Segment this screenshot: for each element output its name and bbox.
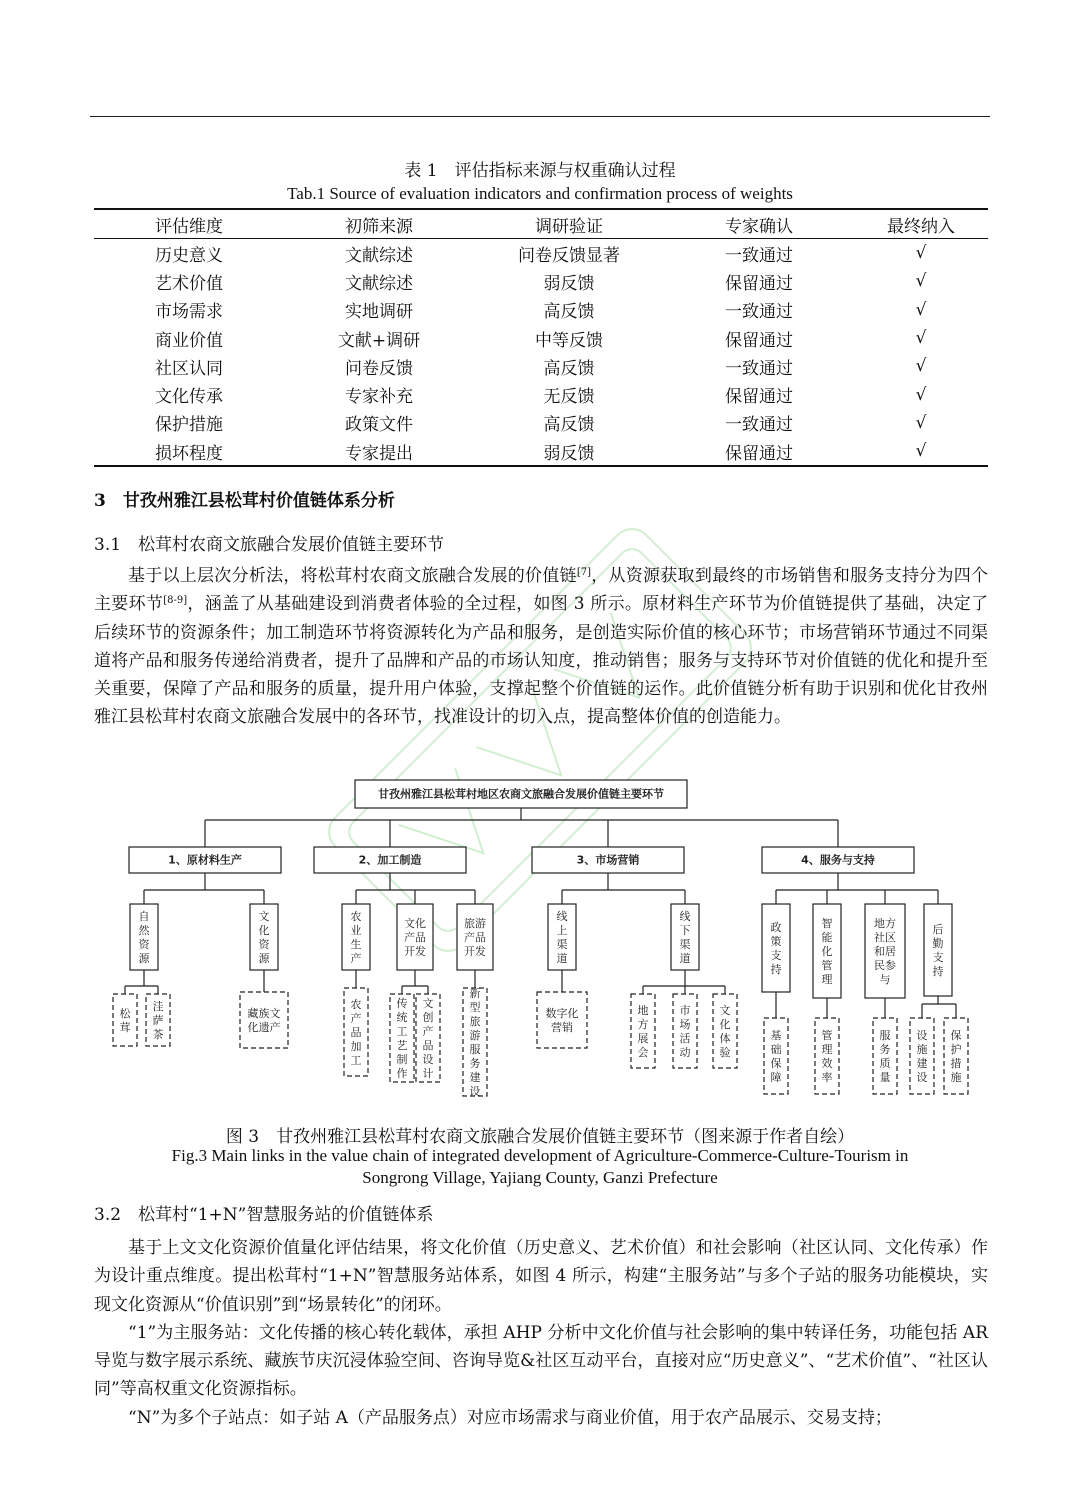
table-header-cell: 评估维度	[94, 209, 284, 239]
diagram-level3-label: 农产品加工	[350, 997, 362, 1067]
citation: [7]	[576, 567, 591, 578]
table-header-cell: 初筛来源	[284, 209, 474, 239]
table-cell: √	[915, 384, 927, 405]
table-cell: 文献+调研	[337, 330, 421, 351]
table-cell: √	[915, 412, 927, 433]
table-cell: 保留通过	[725, 387, 793, 408]
diagram-level3-label: 服务质量	[879, 1028, 891, 1084]
table-cell: 艺术价值	[155, 273, 223, 294]
text-span: ，从资源获取到最终的市场销售和服务支持分为四个主要环节	[94, 566, 989, 615]
table-cell: 一致通过	[725, 245, 793, 266]
table-cell: 社区认同	[155, 358, 223, 379]
table-title-zh: 表 1 评估指标来源与权重确认过程	[404, 161, 676, 181]
table-row	[94, 267, 988, 295]
table-cell: 实地调研	[345, 302, 413, 323]
table-header-row	[94, 209, 988, 239]
diagram-level2-label: 线下渠道	[679, 909, 691, 965]
paragraph-text: 基于上文文化资源价值量化评估结果，将文化价值（历史意义、艺术价值）和社会影响（社区认同、文化传承）作为设计重点维度。提出松茸村“1+N”智慧服务站体系，如图 4 所示，构建“主服务站”与多个子站的服务功能模块，实现文化资源从“价值识别”到“场景转化”的闭环。	[94, 1238, 988, 1315]
table-cell: 一致通过	[725, 358, 793, 379]
diagram-level3-label: 保护措施	[950, 1028, 962, 1084]
subsection-heading: 3.2 松茸村“1+N”智慧服务站的价值链体系	[94, 1205, 434, 1225]
diagram-level1-label: 2、加工制造	[358, 853, 422, 867]
table-cell: 文献综述	[345, 245, 413, 266]
table-cell: 保留通过	[725, 330, 793, 351]
paragraph-text: “N”为多个子站点：如子站 A（产品服务点）对应市场需求与商业价值，用于农产品展示、交易支持；	[128, 1407, 892, 1428]
table-cell: √	[915, 299, 927, 320]
table-cell: 高反馈	[543, 358, 595, 379]
value-chain-diagram	[100, 772, 980, 1108]
diagram-level2-label: 智能化管理	[821, 916, 833, 986]
table-cell: 商业价值	[155, 330, 223, 351]
table-cell: 文化传承	[155, 387, 223, 408]
paragraph-text	[94, 562, 988, 732]
figure-caption-en: Fig.3 Main links in the value chain of integrated development of Agriculture-Commerce-Culture-Tourism in	[171, 1146, 909, 1165]
table-cell: √	[915, 271, 927, 292]
diagram-level3-label: 市场活动	[679, 1003, 691, 1059]
diagram-level2-label: 农业生产	[350, 909, 362, 965]
table-cell: √	[915, 356, 927, 377]
table-cell: 弱反馈	[474, 437, 664, 466]
table-cell: 中等反馈	[535, 330, 603, 351]
diagram-level2-label: 旅游产品开发	[464, 916, 486, 958]
diagram-level1-label: 4、服务与支持	[801, 853, 875, 867]
diagram-level3-label: 数字化营销	[545, 1006, 579, 1034]
table-cell: 专家提出	[284, 437, 474, 466]
figure-caption-zh: 图 3 甘孜州雅江县松茸村农商文旅融合发展价值链主要环节（图来源于作者自绘）	[225, 1127, 855, 1147]
diagram-level3-label: 松茸	[119, 1006, 131, 1034]
table-cell: 政策文件	[345, 415, 413, 436]
table-cell: 历史意义	[155, 245, 223, 266]
table-cell: 专家补充	[345, 387, 413, 408]
table-cell: 市场需求	[155, 302, 223, 323]
diagram-level2-label: 政策支持	[770, 920, 782, 976]
diagram-level2-label: 线上渠道	[556, 909, 568, 965]
paragraph-text: “1”为主服务站：文化传播的核心转化载体，承担 AHP 分析中文化价值与社会影响的集中转译任务，功能包括 AR 导览与数字展示系统、藏族节庆沉浸体验空间、咨询导览&社区互动平台，直接对应“历史意义”、“艺术价值”、“社区认同”等高权重文化资源指标。	[94, 1322, 988, 1400]
diagram-level3-label: 文化体验	[719, 1003, 731, 1059]
table-cell: 问卷反馈	[345, 358, 413, 379]
table-cell: 损坏程度	[94, 437, 284, 466]
diagram-level3-label: 藏族文化遗产	[247, 1006, 281, 1034]
table-header-cell: 调研验证	[474, 209, 664, 239]
table-cell: 问卷反馈显著	[518, 245, 620, 266]
diagram-level3-label: 新型旅游服务建设	[469, 986, 481, 1098]
table-row	[94, 239, 988, 268]
citation: [8-9]	[163, 595, 188, 607]
diagram-level3-label: 管理效率	[821, 1028, 833, 1084]
section-heading: 3 甘孜州雅江县松茸村价值链体系分析	[94, 491, 395, 511]
paragraph	[94, 1234, 988, 1432]
diagram-level1-label: 3、市场营销	[576, 853, 640, 867]
table-row	[94, 409, 988, 437]
text-span: ，涵盖了从基础建设到消费者体验的全过程，如图 3 所示。原材料生产环节为价值链提供了基础，决定了后续环节的资源条件；加工制造环节将资源转化为产品和服务，是创造实际价值的核心环节；市场营销环节通过不同渠道将产品和服务传递给消费者，提升了品牌和产品的市场认知度，推动销售；服务与支持环节对价值链的优化和提升至关重要，保障了产品和服务的质量，提升用户体验，支撑起整个价值链的运作。此价值链分析有助于识别和优化甘孜州雅江县松茸村农商文旅融合发展中的各环节，找准设计的切入点，提高整体价值的创造能力。	[94, 594, 989, 728]
table-row	[94, 437, 988, 466]
diagram-level2-label: 文化资源	[258, 909, 270, 965]
diagram-level1-label: 1、原材料生产	[168, 853, 242, 867]
table-cell: √	[915, 243, 927, 264]
diagram-level3-label: 洼萨茶	[152, 999, 164, 1041]
table-cell: 高反馈	[543, 415, 595, 436]
diagram-level3-label: 设施建设	[916, 1028, 928, 1084]
table-title-en: Tab.1 Source of evaluation indicators and confirmation process of weights	[287, 184, 793, 203]
table-header-cell: 最终纳入	[854, 209, 988, 239]
table-cell: 保留通过	[725, 273, 793, 294]
diagram-level2-label: 地方社区和居民参与	[874, 916, 896, 986]
diagram-root-label: 甘孜州雅江县松茸村地区农商文旅融合发展价值链主要环节	[378, 787, 664, 801]
table-row	[94, 380, 988, 408]
table-row	[94, 324, 988, 352]
figure-caption-en: Songrong Village, Yajiang County, Ganzi Prefecture	[362, 1168, 718, 1187]
table-header-cell: 专家确认	[664, 209, 854, 239]
table-cell: 保留通过	[664, 437, 854, 466]
table-cell: 无反馈	[543, 387, 595, 408]
paragraph	[94, 562, 988, 732]
subsection-heading: 3.1 松茸村农商文旅融合发展价值链主要环节	[94, 535, 445, 555]
table-row	[94, 352, 988, 380]
header-rule	[90, 116, 990, 117]
diagram-level3-label: 文创产品设计	[422, 996, 434, 1080]
diagram-level2-label: 后勤支持	[932, 922, 944, 978]
table-cell: 一致通过	[725, 415, 793, 436]
diagram-level3-label: 地方展会	[637, 1003, 649, 1059]
diagram-level2-label: 文化产品开发	[404, 916, 426, 958]
table-cell: 高反馈	[543, 302, 595, 323]
diagram-level3-label: 传统工艺制作	[396, 996, 408, 1080]
diagram-level3-label: 基础保障	[770, 1028, 782, 1084]
table-cell: 一致通过	[725, 302, 793, 323]
diagram-level2-label: 自然资源	[138, 909, 150, 965]
table-cell: √	[915, 328, 927, 349]
table-cell: 保护措施	[155, 415, 223, 436]
text-span: 基于以上层次分析法，将松茸村农商文旅融合发展的价值链	[128, 566, 577, 586]
table-cell: 弱反馈	[543, 273, 595, 294]
table-cell: √	[854, 437, 988, 466]
table-row	[94, 296, 988, 324]
evaluation-table	[94, 208, 988, 467]
table-cell: 文献综述	[345, 273, 413, 294]
